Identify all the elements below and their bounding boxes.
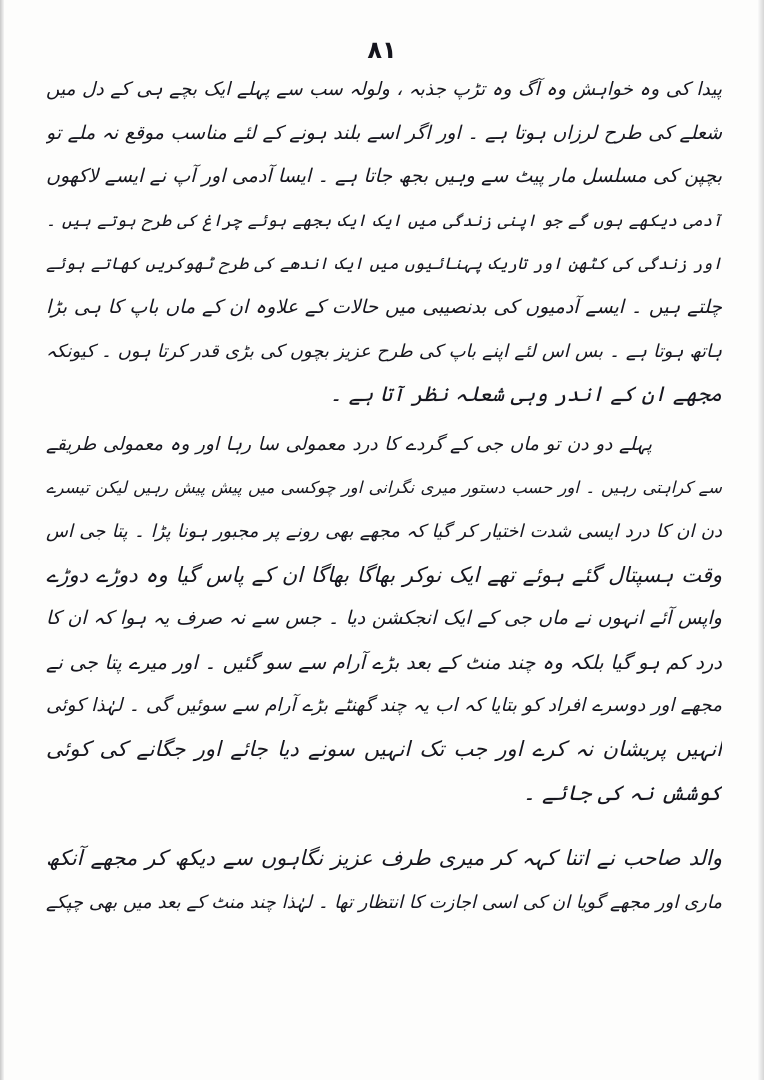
text-line: سے کراہتی رہیں ۔ اور حسب دستور میری نگرانی اور چوکسی میں پیش پیش رہیں لیکن تیسرے bbox=[46, 478, 722, 498]
text-line: والد صاحب نے اتنا کہہ کر میری طرف عزیز نگاہوں سے دیکھ کر مجھے آنکھ bbox=[46, 846, 722, 871]
text-line: مجھے اور دوسرے افراد کو بتایا کہ اب یہ چند گھنٹے بڑے آرام سے سوئیں گی ۔ لہٰذا کوئی bbox=[46, 695, 722, 717]
paragraph-2 bbox=[46, 423, 722, 815]
text-line: انہیں پریشان نہ کرے اور جب تک انہیں سونے دیا جائے اور جگانے کی کوئی bbox=[46, 736, 722, 761]
page-number: ۸۱ bbox=[367, 36, 397, 64]
text-line: بچپن کی مسلسل مار پیٹ سے وہیں بجھ جاتا ہے ۔ ایسا آدمی اور آپ نے ایسے لاکھوں bbox=[46, 165, 722, 188]
page-left-edge bbox=[0, 0, 4, 1080]
text-line: پہلے دو دن تو ماں جی کے گردے کا درد معمولی سا رہا اور وہ معمولی طریقے bbox=[46, 433, 652, 455]
paragraph-3 bbox=[46, 837, 722, 924]
text-line: آدمی دیکھے ہوں گے جو اپنی زندگی میں ایک ایک بجھے ہوئے چراغ کی طرح ہوتے ہیں ۔ bbox=[46, 210, 722, 230]
text-line: چلتے ہیں ۔ ایسے آدمیوں کی بدنصیبی میں حالات کے علاوہ ان کے ماں باپ کا ہی بڑا bbox=[46, 295, 722, 318]
text-line: کوشش نہ کی جائے ۔ bbox=[523, 780, 722, 805]
text-line: اور زندگی کی کٹھن اور تاریک پہنائیوں میں ایک اندھے کی طرح ٹھوکریں کھاتے ہوئے bbox=[46, 254, 722, 274]
text-line: پیدا کی وہ خواہش وہ آگ وہ تڑپ جذبہ ، ولولہ سب سے پہلے ایک بچے ہی کے دل میں bbox=[46, 79, 722, 100]
page-right-edge bbox=[758, 0, 764, 1080]
text-line: ہاتھ ہوتا ہے ۔ بس اس لئے اپنے باپ کی طرح عزیز بچوں کی بڑی قدر کرتا ہوں ۔ کیونکہ bbox=[46, 340, 722, 362]
text-line: دن ان کا درد ایسی شدت اختیار کر گیا کہ مجھے بھی رونے پر مجبور ہونا پڑا ۔ پتا جی اس bbox=[46, 520, 722, 542]
text-line: درد کم ہو گیا بلکہ وہ چند منٹ کے بعد بڑے آرام سے سو گئیں ۔ اور میرے پتا جی نے bbox=[46, 650, 722, 674]
paragraph-spacer bbox=[46, 815, 722, 837]
paragraph-1 bbox=[46, 68, 722, 417]
text-line: واپس آئے انہوں نے ماں جی کے ایک انجکشن دیا ۔ جس سے نہ صرف یہ ہوا کہ ان کا bbox=[46, 607, 722, 630]
page-text bbox=[46, 68, 722, 924]
text-line: شعلے کی طرح لرزاں ہوتا ہے ۔ اور اگر اسے بلند ہونے کے لئے مناسب موقع نہ ملے تو bbox=[46, 121, 722, 144]
text-line: مجھے ان کے اندر وہی شعلہ نظر آتا ہے ۔ bbox=[329, 382, 722, 407]
text-line: ماری اور مجھے گویا ان کی اسی اجازت کا انتظار تھا ۔ لہٰذا چند منٹ کے بعد میں بھی چپکے bbox=[46, 891, 722, 913]
text-line: وقت ہسپتال گئے ہوئے تھے ایک نوکر بھاگا بھاگا ان کے پاس گیا وہ دوڑے دوڑے bbox=[46, 562, 722, 587]
